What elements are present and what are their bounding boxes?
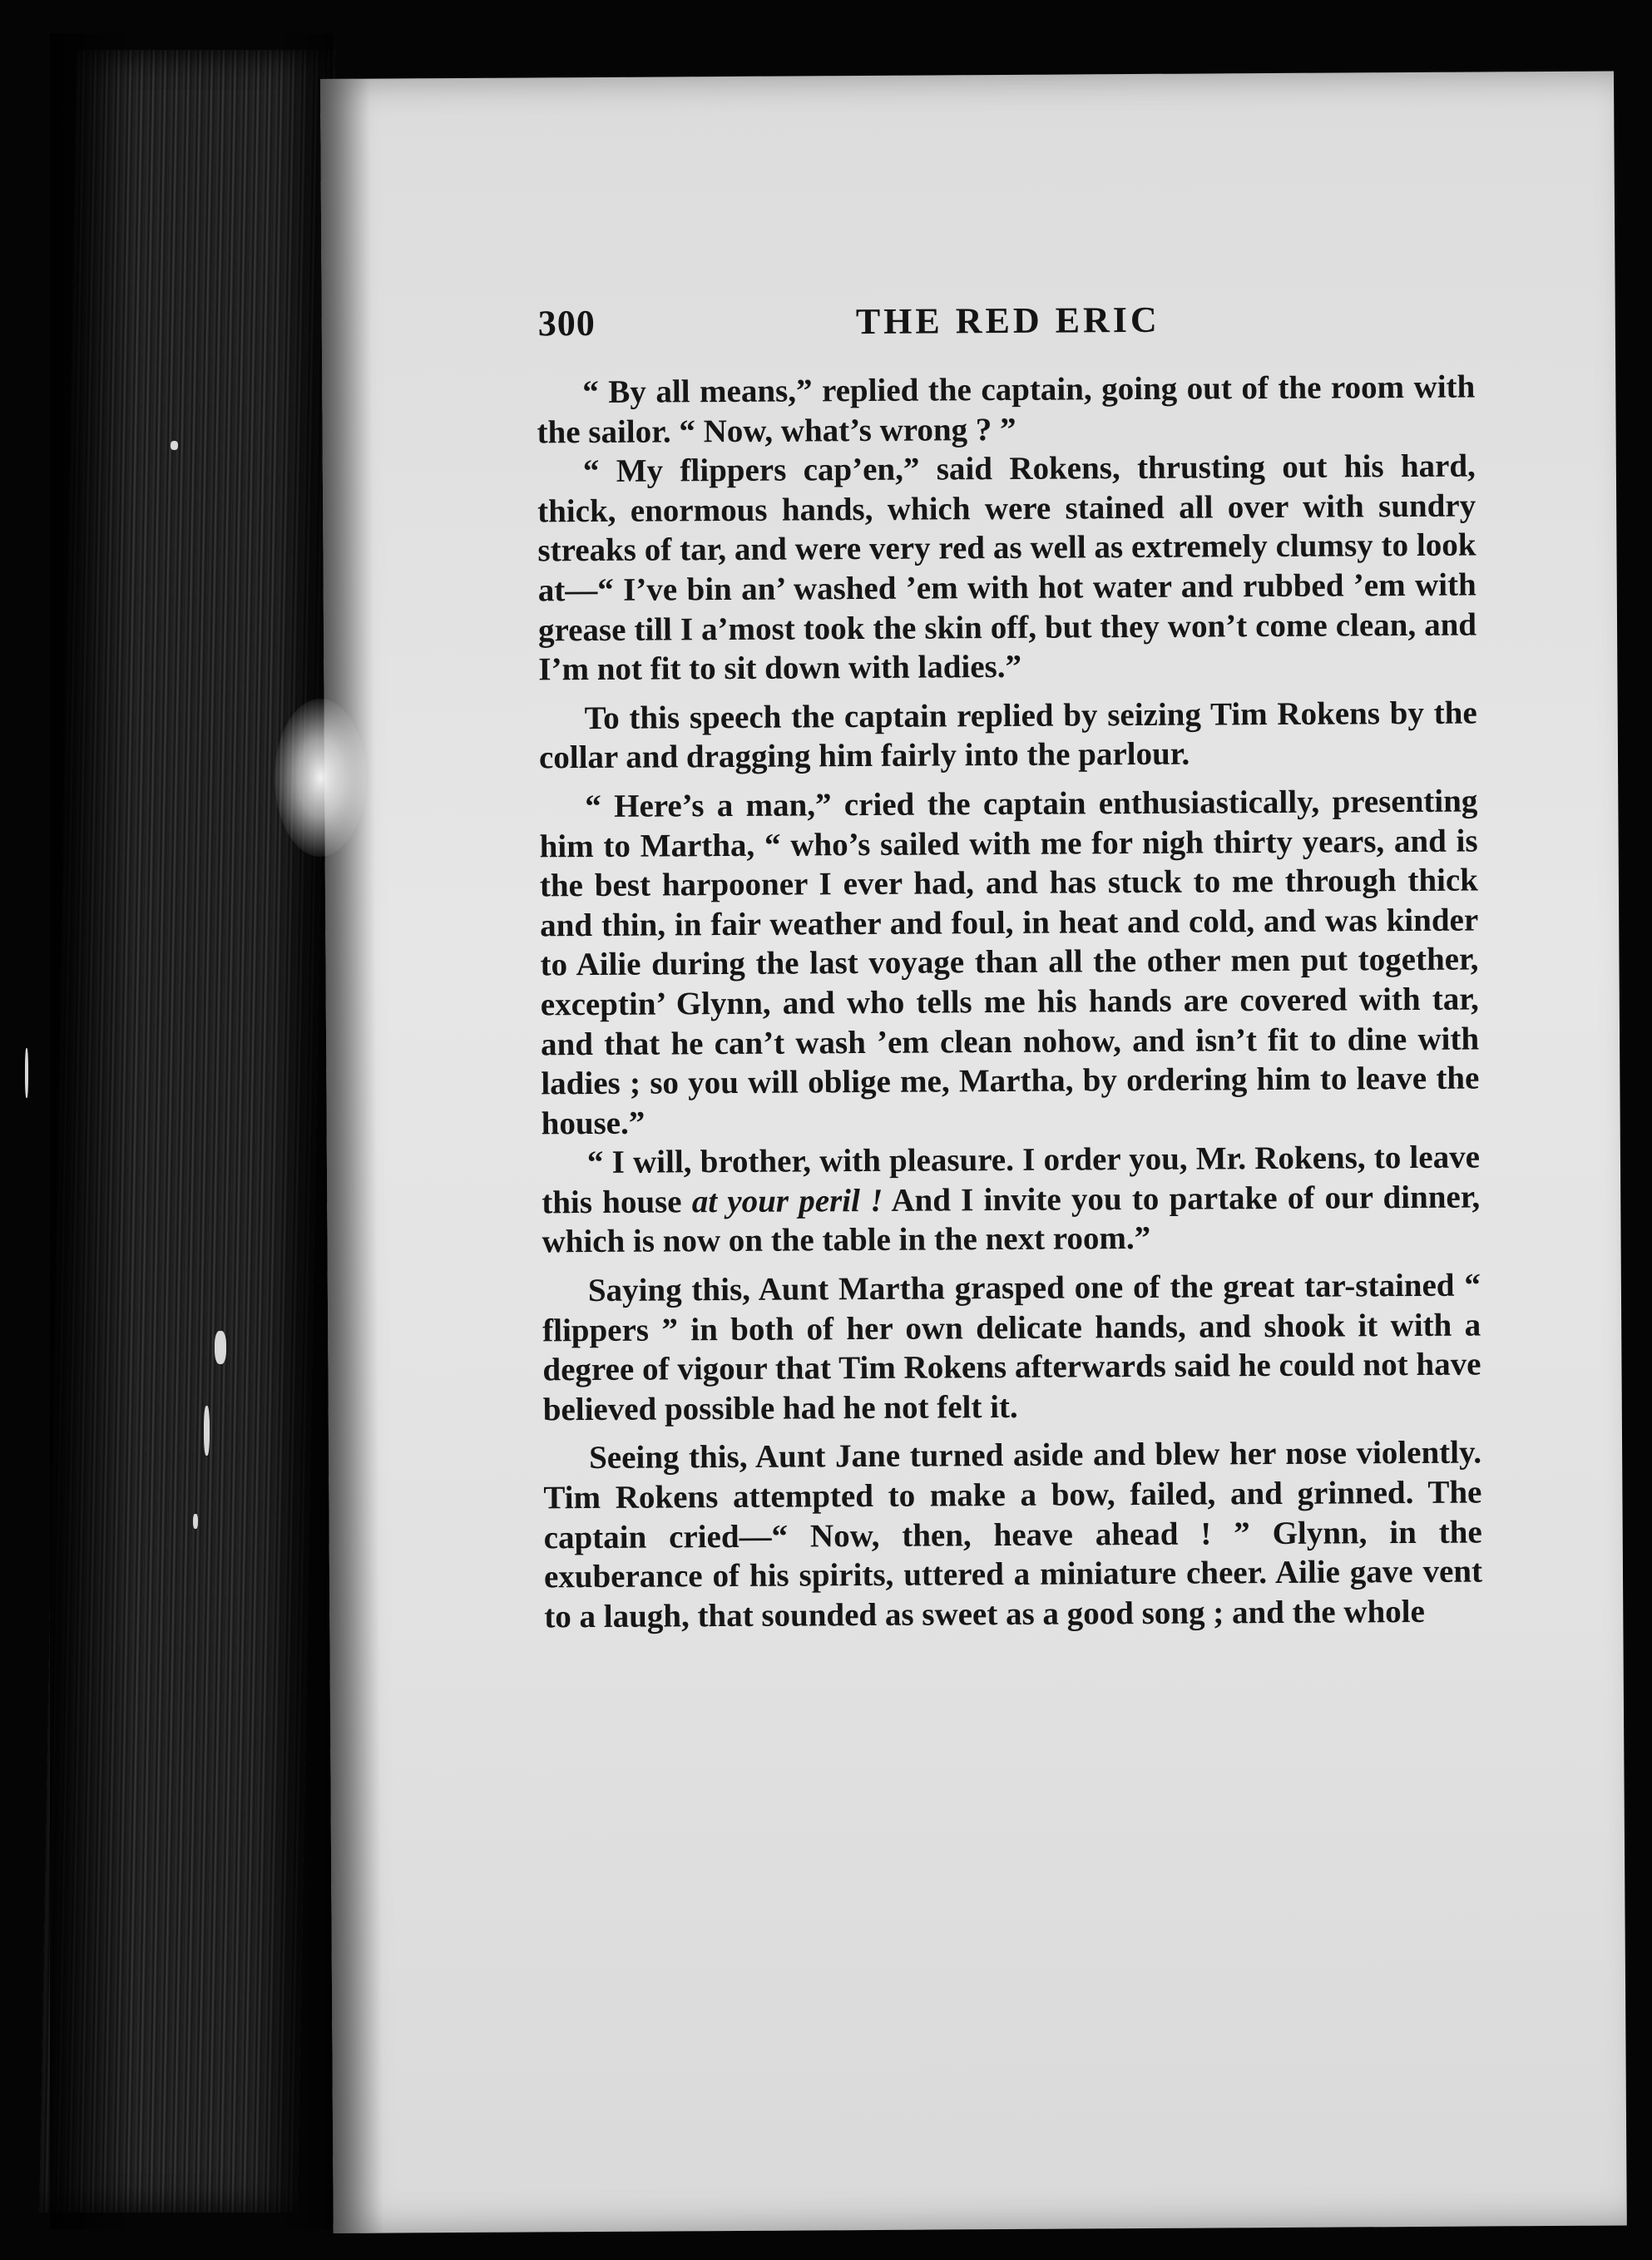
paragraph: “ By all means,” replied the captain, going out of the room with the sailor. “ Now, what’s wrong ? ” [537, 368, 1476, 451]
edge-shadow [50, 33, 333, 2229]
paragraph-text: And I invite you to partake of our dinner, which is now on the table in the next room.” [542, 1179, 1481, 1260]
paragraph: “ My flippers cap’en,” said Rokens, thrusting out his hard, thick, enormous hands, which were stained all over with sundry streaks of tar, and were very red as well as extremely clumsy to look at—“ I’ve bin an’ washed ’em with hot water and rubbed ’em with grease till I a’most took the skin off, but they won’t come clean, and I’m not fit to sit down with ladies.” [537, 448, 1477, 688]
dust-speck [215, 1331, 226, 1364]
dust-speck [25, 1048, 28, 1098]
page-number: 300 [537, 302, 596, 344]
light-glare [275, 699, 366, 857]
emphasis-text: at your peril ! [691, 1182, 883, 1220]
body-text [537, 368, 1482, 1637]
paragraph-text: “ I will, brother, with pleasure. I order you, Mr. Rokens, to leave this house [542, 1139, 1481, 1221]
paragraph: To this speech the captain replied by seizing Tim Rokens by the collar and dragging him fairly into the parlour. [538, 695, 1477, 776]
paragraph: Saying this, Aunt Martha grasped one of the great tar-stained “ flippers ” in both of her own delicate hands, and shook it with a degree of vigour that Tim Rokens afterwards said he could not have believed possible had he not felt it. [542, 1267, 1481, 1428]
dust-speck [204, 1406, 210, 1456]
paragraph: “ Here’s a man,” cried the captain enthusiastically, presenting him to Martha, “ who’s sailed with me for nigh thirty years, and is the best harpooner I ever had, and has stuck to me through thick and thin, in fair weather and foul, in heat and cold, and was kinder to Ailie during the last voyage than all the other men put together, exceptin’ Glynn, and who tells me his hands are covered with tar, and that he can’t wash ’em clean nohow, and isn’t fit to dine with ladies ; so you will oblige me, Martha, by ordering him to leave the house.” [539, 783, 1480, 1142]
paragraph [542, 1138, 1481, 1263]
page-header [538, 297, 1478, 353]
paper-page [320, 72, 1627, 2233]
dust-speck [171, 441, 178, 450]
running-title: THE RED ERIC [855, 299, 1160, 343]
dust-speck [193, 1514, 198, 1529]
paragraph: Seeing this, Aunt Jane turned aside and blew her nose violently. Tim Rokens attempted to make a bow, failed, and grinned. The captain cried—“ Now, then, heave ahead ! ” Glynn, in the exuberance of his spirits, uttered a miniature cheer. Ailie gave vent to a laugh, that sounded as sweet as a good song ; and the whole [543, 1434, 1483, 1635]
